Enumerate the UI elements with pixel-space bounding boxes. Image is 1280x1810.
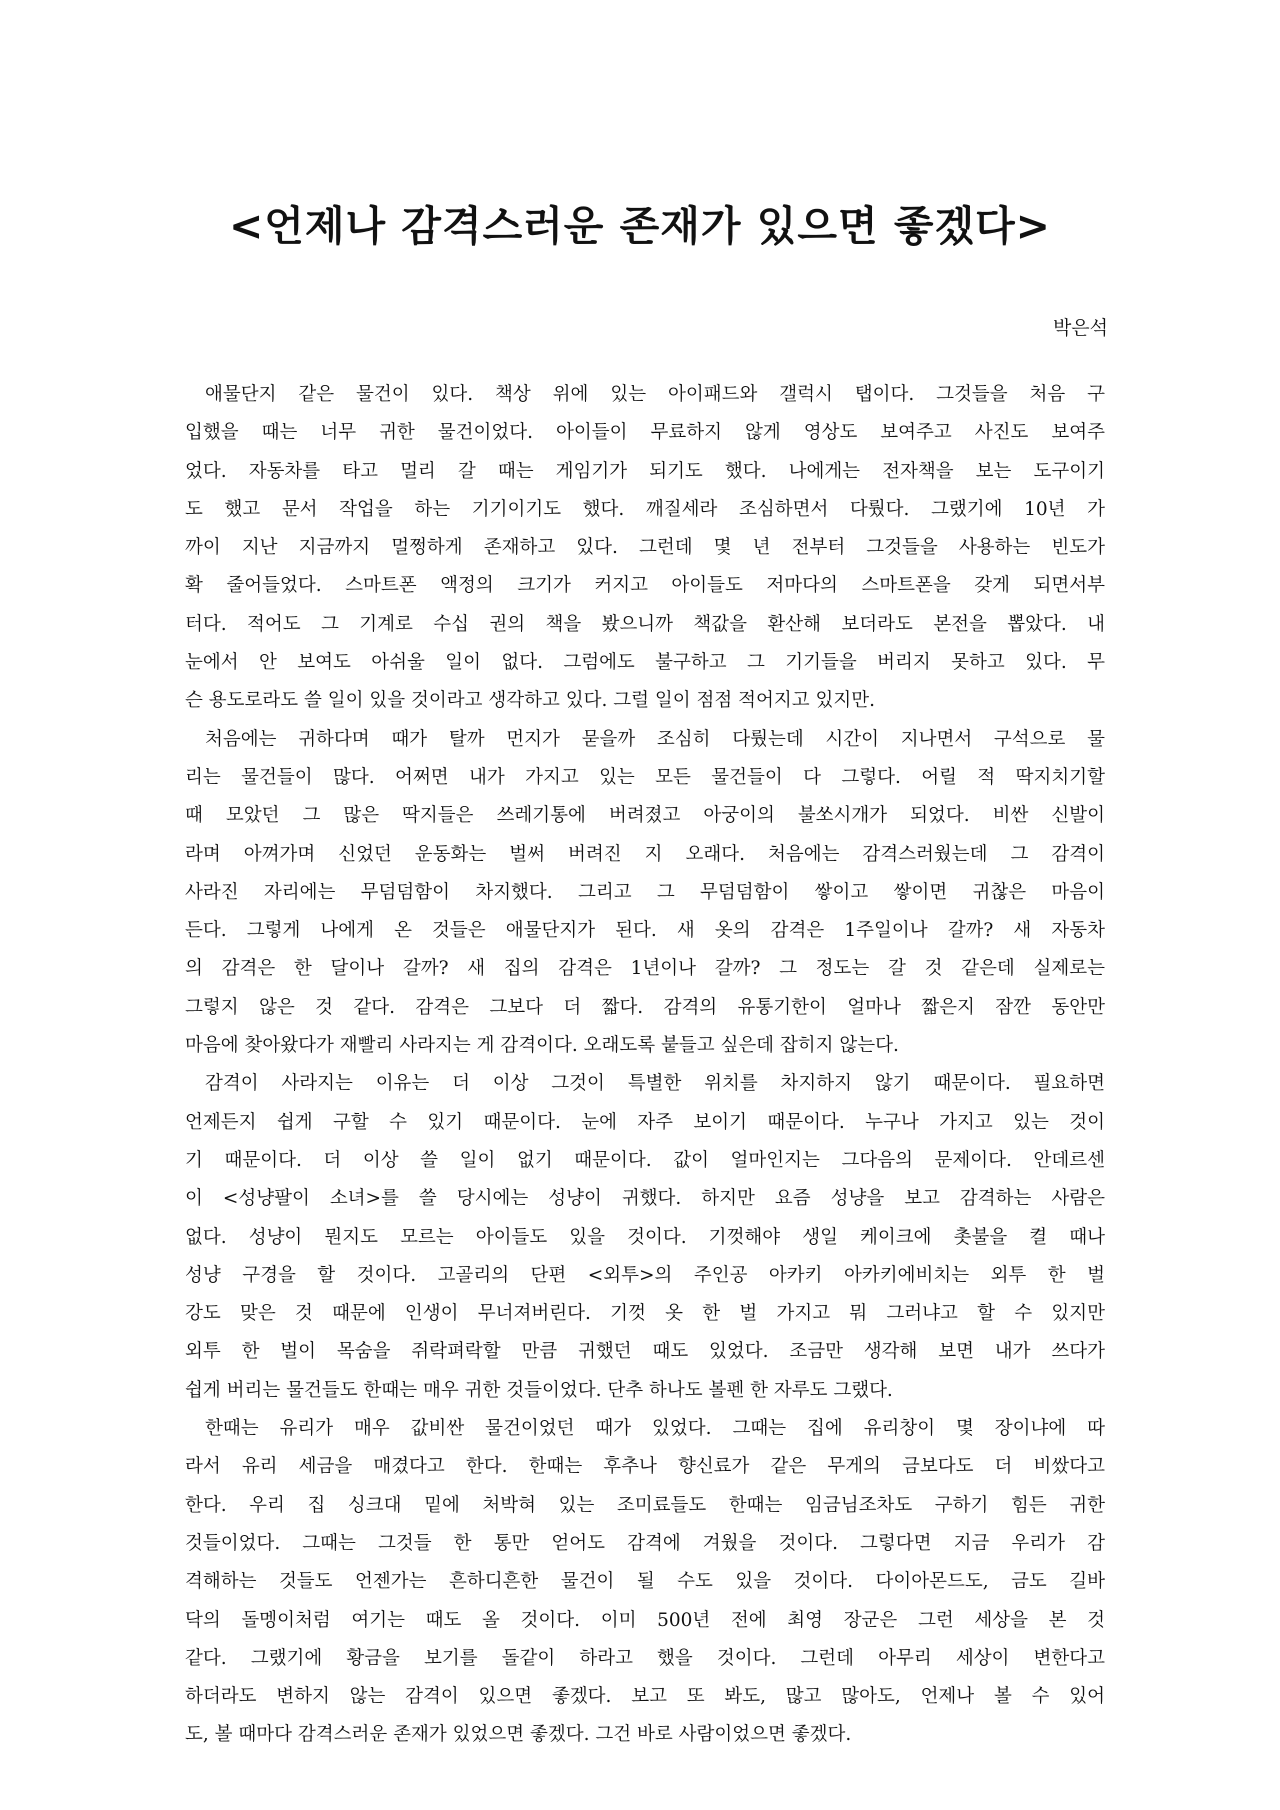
text-line: 슨 용도로라도 쓸 일이 있을 것이라고 생각하고 있다. 그럴 일이 점점 적어지고 있지만. xyxy=(185,690,875,712)
document-title: <언제나 감격스러운 존재가 있으면 좋겠다> xyxy=(228,202,1052,250)
text-line: 언제든지 쉽게 구할 수 있기 때문이다. 눈에 자주 보이기 때문이다. 누구나 가지고 있는 것이 xyxy=(185,1111,1105,1133)
paragraph xyxy=(185,1410,1105,1755)
text-line: 강도 맞은 것 때문에 인생이 무너져버린다. 기껏 옷 한 벌 가지고 뭐 그러냐고 할 수 있지만 xyxy=(185,1303,1105,1325)
paragraph xyxy=(185,721,1105,1066)
text-line: 라서 유리 세금을 매겼다고 한다. 한때는 후추나 향신료가 같은 무게의 금보다도 더 비쌌다고 xyxy=(185,1456,1105,1478)
text-line: 리는 물건들이 많다. 어쩌면 내가 가지고 있는 모든 물건들이 다 그렇다. 어릴 적 딱지치기할 xyxy=(185,766,1105,788)
text-line: 이 <성냥팔이 소녀>를 쓸 당시에는 성냥이 귀했다. 하지만 요즘 성냥을 보고 감격하는 사람은 xyxy=(185,1188,1105,1210)
text-line: 성냥 구경을 할 것이다. 고골리의 단편 <외투>의 주인공 아카키 아카키에비치는 외투 한 벌 xyxy=(185,1264,1105,1286)
text-line: 그렇지 않은 것 같다. 감격은 그보다 더 짧다. 감격의 유통기한이 얼마나 짧은지 잠깐 동안만 xyxy=(185,996,1105,1018)
text-line: 까이 지난 지금까지 멀쩡하게 존재하고 있다. 그런데 몇 년 전부터 그것들을 사용하는 빈도가 xyxy=(185,537,1105,559)
essay-body xyxy=(185,376,1105,1755)
paragraph xyxy=(185,1065,1105,1410)
text-line: 마음에 찾아왔다가 재빨리 사라지는 게 감격이다. 오래도록 붙들고 싶은데 잡히지 않는다. xyxy=(185,1035,899,1057)
text-line: 것들이었다. 그때는 그것들 한 통만 얻어도 감격에 겨웠을 것이다. 그렇다면 지금 우리가 감 xyxy=(185,1532,1105,1554)
text-line: 한때는 유리가 매우 값비싼 물건이었던 때가 있었다. 그때는 집에 유리창이 몇 장이냐에 따 xyxy=(205,1418,1105,1440)
text-line: 든다. 그렇게 나에게 온 것들은 애물단지가 된다. 새 옷의 감격은 1주일이나 갈까? 새 자동차 xyxy=(185,920,1105,942)
text-line: 애물단지 같은 물건이 있다. 책상 위에 있는 아이패드와 갤럭시 탭이다. 그것들을 처음 구 xyxy=(205,384,1105,405)
text-line: 확 줄어들었다. 스마트폰 액정의 크기가 커지고 아이들도 저마다의 스마트폰을 갖게 되면서부 xyxy=(185,575,1105,597)
text-line: 처음에는 귀하다며 때가 탈까 먼지가 묻을까 조심히 다뤘는데 시간이 지나면서 구석으로 물 xyxy=(205,728,1105,750)
text-line: 감격이 사라지는 이유는 더 이상 그것이 특별한 위치를 차지하지 않기 때문이다. 필요하면 xyxy=(205,1073,1105,1095)
text-line: 닥의 돌멩이처럼 여기는 때도 올 것이다. 이미 500년 전에 최영 장군은 그런 세상을 본 것 xyxy=(185,1609,1105,1631)
author-name: 박은석 xyxy=(1052,317,1108,339)
text-line: 같다. 그랬기에 황금을 보기를 돌같이 하라고 했을 것이다. 그런데 아무리 세상이 변한다고 xyxy=(185,1647,1105,1669)
text-line: 때 모았던 그 많은 딱지들은 쓰레기통에 버려졌고 아궁이의 불쏘시개가 되었다. 비싼 신발이 xyxy=(185,805,1105,827)
text-line: 사라진 자리에는 무덤덤함이 차지했다. 그리고 그 무덤덤함이 쌓이고 쌓이면 귀찮은 마음이 xyxy=(185,881,1105,903)
text-line: 도 했고 문서 작업을 하는 기기이기도 했다. 깨질세라 조심하면서 다뤘다. 그랬기에 10년 가 xyxy=(185,498,1105,520)
text-line: 외투 한 벌이 목숨을 쥐락펴락할 만큼 귀했던 때도 있었다. 조금만 생각해 보면 내가 쓰다가 xyxy=(185,1341,1105,1363)
text-line: 도, 볼 때마다 감격스러운 존재가 있었으면 좋겠다. 그건 바로 사람이었으면 좋겠다. xyxy=(185,1724,852,1746)
text-line: 입했을 때는 너무 귀한 물건이었다. 아이들이 무료하지 않게 영상도 보여주고 사진도 보여주 xyxy=(185,422,1105,444)
text-line: 기 때문이다. 더 이상 쓸 일이 없기 때문이다. 값이 얼마인지는 그다음의 문제이다. 안데르센 xyxy=(185,1149,1105,1171)
text-line: 하더라도 변하지 않는 감격이 있으면 좋겠다. 보고 또 봐도, 많고 많아도, 언제나 볼 수 있어 xyxy=(185,1686,1105,1708)
text-line: 눈에서 안 보여도 아쉬울 일이 없다. 그럼에도 불구하고 그 기기들을 버리지 못하고 있다. 무 xyxy=(185,652,1105,674)
text-line: 쉽게 버리는 물건들도 한때는 매우 귀한 것들이었다. 단추 하나도 볼펜 한 자루도 그랬다. xyxy=(185,1379,893,1401)
paragraph xyxy=(185,376,1105,721)
text-line: 터다. 적어도 그 기계로 수십 권의 책을 봤으니까 책값을 환산해 보더라도 본전을 뽑았다. 내 xyxy=(185,613,1105,635)
text-line: 한다. 우리 집 싱크대 밑에 처박혀 있는 조미료들도 한때는 임금님조차도 구하기 힘든 귀한 xyxy=(185,1494,1105,1516)
text-line: 의 감격은 한 달이나 갈까? 새 집의 감격은 1년이나 갈까? 그 정도는 갈 것 같은데 실제로는 xyxy=(185,958,1105,980)
text-line: 격해하는 것들도 언젠가는 흔하디흔한 물건이 될 수도 있을 것이다. 다이아몬드도, 금도 길바 xyxy=(185,1571,1105,1593)
text-line: 라며 아껴가며 신었던 운동화는 벌써 버려진 지 오래다. 처음에는 감격스러웠는데 그 감격이 xyxy=(185,843,1105,865)
text-line: 없다. 성냥이 뭔지도 모르는 아이들도 있을 것이다. 기껏해야 생일 케이크에 촛불을 켤 때나 xyxy=(185,1226,1105,1248)
text-line: 었다. 자동차를 타고 멀리 갈 때는 게임기가 되기도 했다. 나에게는 전자책을 보는 도구이기 xyxy=(185,460,1105,482)
